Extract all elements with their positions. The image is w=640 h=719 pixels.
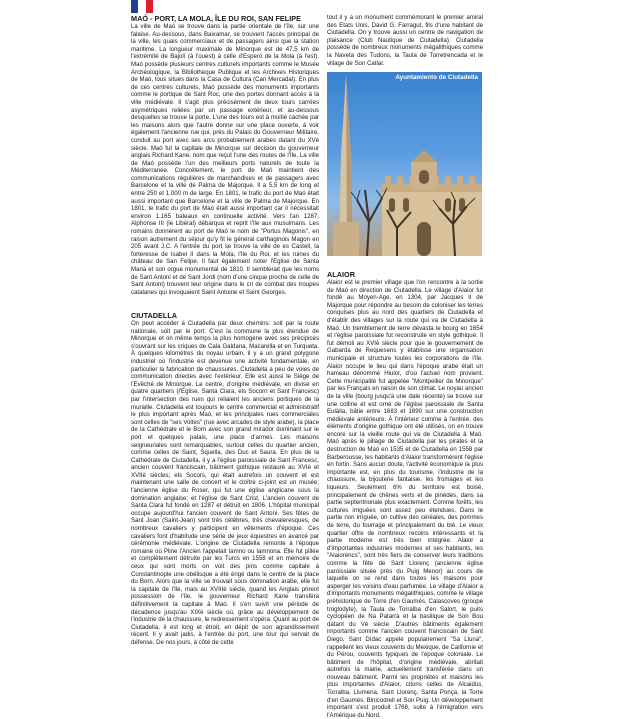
flag-blue-stripe [131,0,138,13]
mao-continuation [327,14,483,69]
alaior-heading: ALAIOR [327,270,355,279]
ciutadella-heading: CIUTADELLA [131,311,178,320]
ciutadella-text: On peut accéder à Ciutadella par deux chemins: soit par la route nationale, soit par le port. C'est la commune la plus étendue de Minorque et on même temps la plus homogène avec ses précipices s'ouvrant sur les criques de Cala Galdana, Macarella et en Turqueta. À quelques kilomètres du noyau urbain, il y a un grand polygone industriel où l'industrie est devenue une activité fondamentale, en particulier la fabrication de chaussures. Ciutadella a peu de voies de communication directes avec l'extérieur. Elle est aussi le Siège de l'Evêché de Minorque. Le centre, d'origine médiévale, en divisé en quatre quartiers (l'Eglise, Santa Clara, els Socorri et Sant Francesc) par l'intersection des rues qui reliaient les anciens portiques de la muraille. Ciutadella est toujours le centre commercial et administratif le plus important après Maó, et les principales rues commerciales sont celles de "ses Voltes" (rue avec arcades de style arabe), la place de la Cathédrale et le Born avec son grand mirador dominant sur le port et quelques palais, une place d'armes. Les maisons seigneuriales sont remarquables, surtout celles du quartier ancien, comme celles de Saint, Squella, des Duc et Saura. En plus de la Cathédrale de Ciutadella, il y a l'église paroissiale de Sant Francesc, ancien couvent franciscain, bâtiment gothique restauré au XVIè et XVIIè siècles; els Socors, qui était autrefois un couvent et est maintenant une salle de concert et le cloître ci-joint est un musée; l'ancienne église du Roser, qui fut une église anglicane sous la domination anglaise; et l'église de Sant Crist. L'ancien couvent de Santa Clara fut fondé en 1287 et détruit en 1806. L'hôpital municipal occupe aujourd'hui l'ancien couvent de Sant Antoni. Ses fêtes de Sant Joan (Saint-Jean) sont très célèbres, très chevaleresques, de nombreux cavaliers y participent en vêtements d'époque. Ces cavaliers font d'habitude une série de jeux équestres en avancé par cérémonie médiévale. L'origine de Ciutadella remonte à l'époque romaine où Pline l'Ancien l'appelait Iamno ou Iamnona. Elle fut pillée et complètement détruite par les Turcs en 1558 et en mémoire de ceux qui sont morts on voit des pins comme capitale à Constantinople une obélisque a été érigé dans le centre de la place du Born. Alors que la ville se trouvait sous domination arabe, elle fut la capitale de l'île, mais au XVIIIè siècle, quand les Anglais prirent possession de l'île, le gouverneur Richard Kane transféra définitivement la capitale à Maó. Il s'en suivit une période de décadence jusqu'au XIXè siècle où, grâce au développement de l'industrie de la chaussure, le redressement s'opéra. Quant au port de Ciutadella, il est long et étroit, en dépit de son agrandissement récent. Il y avait jadis, à l'entrée du port, une tour qui servait de défense. De nos jours, à côté de cette [131,320,319,646]
alaior-section [327,270,483,719]
mao-continuation-text: tout il y a un monument commémorant le premier amiral des Etats Unis, David G. Farragut, fils d'une habitant de Ciutadella. On y trouve aussi un centre de navigation de plaisance (Club Nautique de Ciutadella). Ciutadella possède de nombreux monuments mégalithiques comme la Naveta des Tudons, la Taula de Torretrencada et le village de Son Catlar. [327,14,483,67]
mao-text: La ville de Maó se trouve dans la partie orientale de l'île, sur une falaise. Au-dessous, dans Baixamar, se trouvent l'accès principal de la ville, les quais commerciaux et de passagers ainsi que la station maritime. La longueur maximale de Minorque est de 47,5 km de l'extrémité de Bajolí (à l'ouest) à celle d'Esperó de la Mola (à l'est). Maó possède plusieurs centres culturels importants comme le Musée Archéologique, la Bibliothèque Publique et les Archives Historiques de Maó, tous situés dans la Casa de Cultura (Can Mercadal). En plus de ces centres culturels, Maó possède des monuments importants comme le portique de Sant Roc, une des portes donnant accès à la ville médiévale. Il s'agit plus précisément de deux tours carrées asymétriques reliées par un passage extérieur, et au-dessous desquelles se trouve la porte. L'une des tours est à moitié cachée par les maisons alors que l'autre donne sur une place ouverte, à voir également l'ancienne rue qui, près du Palais du Gouverneur Militaire, conduit au port avec ses arcs probablement arabes datant du XVè siècle. Maó fut la capitale de Minorque sur décision du gouverneur anglais Richard Kane, nom que reçut l'une des routes de l'île. La ville de Maó possède l'un des meilleurs ports naturels de toute la Méditerranée. Concrètement, le port de Maó maintient des communications régulières de marchandises et de passagers avec Barcelone et la ville de Palma de Majorque. Il a 5,5 km de long et entre 250 et 1.000 m de large. En 1801, le trafic du port de Maó était aussi important que Barcelone et la ville de Palma de Majorque. En 1801, le trafic du port de Maó était aussi important car il nécessitait environ 1.165 bateaux en continuelle activité. Vers l'an 1287, Alphonse III (le Libéral) débarqua et reprit l'île aux musulmans. Les romains donnèrent au port de Maó le nom de "Portus Magonis", en raison autrement du séjour qu'y fit le général carthaginois Magon en 205 avant J.C. A l'entrée du port se trouve la ville de es Castell, la forteresse de Isabel II dans la Mola, l'île du Roi, et les ruines du château de San Felipe. Il faut également noter l'Eglise de Santa Maria et son orgue monumental de 1810. Il semblerait que les noms de Sant Antoni et de Sant Jordi (nom d'une cinque proche de celle de Sant Antoni) trouvent leur origine dans le cri de combat des troupes catalanes qui invoquaient Saint Antoine et Saint Georges. [131,23,319,296]
ciutadella-section [131,311,319,646]
photo-caption: Ayuntamiento de Ciutadella [395,74,478,81]
obelisk-base [333,222,359,256]
mao-section [131,14,319,314]
mao-heading: MAÓ - PORT, LA MOLA, ÎLE DU ROI, SAN FELIPE [131,14,301,23]
flag-red-stripe [146,0,153,13]
ayuntamiento-photo [327,72,482,256]
flag-white-stripe [138,0,145,13]
photo-illustration [327,72,482,256]
french-flag-icon [131,0,153,13]
alaior-text: Alaior est le premier village que l'on rencontre à la sortie de Maó en direction de Ciutadella. Le village d'Alaior fut fondé au Moyen-Age, en 1304, par Jacques II de Majorque pour répondre au besoin de coloniser les terres conquises plus au nord des quartiers de Ciutadella et d'établir des villages sur la route qui va de Ciutadella à Maó. Un tremblement de terre dévasta le bourg en 1654 et l'église paroissiale fut reconstruite en style gothique. Il fut démoli au XVIè siècle pour que le gouvernement de Gabarda de Requesens y établisse une organisation municipale et structure toutes les corporations de l'île. Alaior occupe le lieu qui dans l'époque arabe était un hameau dénommé Hiulor, d'où l'actuel nom provient. Cette municipalité fut appelée "Montpellier de Minorque" par les Français en raison de son climat. Le noyau ancien de la ville (bourg jusqu'à une date récente) se trouve sur une colline et est orné de l'église paroissiale de Santa Eulàlia, bâtie entre 1683 et 1690 sur une construction médiévale antérieure. À l'intérieur comme à l'entrée, des éléments d'origine gothique ont été utilisés, on en trouve encore sur la vieille route qui va de Ciutadella à Maó. Maó après le pillage de Ciutadella par les pirates et la destruction de Maó en 1535 et de Ciutadella en 1558 par Barberousse, les habitants d'Alaior transformèrent l'église en fortin. Sans aucun doute, l'activité économique la plus importante est, en plus du tourisme, l'industrie de la chaussure, la bijouterie fantaisie, les fromages et les liqueurs. Seulement 6% du territoire est boisé, principalement de chênes verts et de pinèdes, dans sa partie septentrionale plus exactement. Comme forêts, les cultures irriguées sont assez peu étendues. Dans le partie non irriguée, on cultive des céréales, des pommes de terre, du fourrage et principalement du blé. Le vieux quartier offre de nombreux recoins intéressants et la partie moderne est très bien intégrée. Alaior a d'importantes industries modernes et ses habitants, les "Alaiorencs", sont très fiers de conserver leurs traditions comme la fête de Sant Llorenç (ancienne église paroissiale située près du Puig Menor) au cours de laquelle on se rend dans toutes les maisons pour asperger les voisins d'eau parfumée. Le village d'Alaior a d'importants monuments mégalithiques, comme le village préhistorique de Torre d'en Gaumés, Calascoves (groupe troglodyte), la Taula de Torralba d'en Salort, le puits cyclopéen de Na Patarrà et la basilique de Son Bou datant du Vè siècle. D'autres bâtiments également importants comme l'ancien couvent franciscain de Sant Diego, Sant Dídac appelé populairement "Sa Lluna", rappellent les vieux couvents du Mexique, de Californie et du Pérou, couvents typiques de l'époque coloniale. Le bâtiment de l'hôpital, d'origine médiévale, abritait autrefois la mairie, actuellement transférée dans un nouveau bâtiment. Parmi les propriétés et maisons les plus importantes d'Alaior, citons celles de Alcaidús, Torralba, Llumena, Sant Llorenç, Santa Ponça, la Torre d'en Gaumés, Binicodrell et Son Puig. Un développement important s'est produit 1768, suite à l'émigration vers l'Amérique du Nord. [327,279,483,719]
